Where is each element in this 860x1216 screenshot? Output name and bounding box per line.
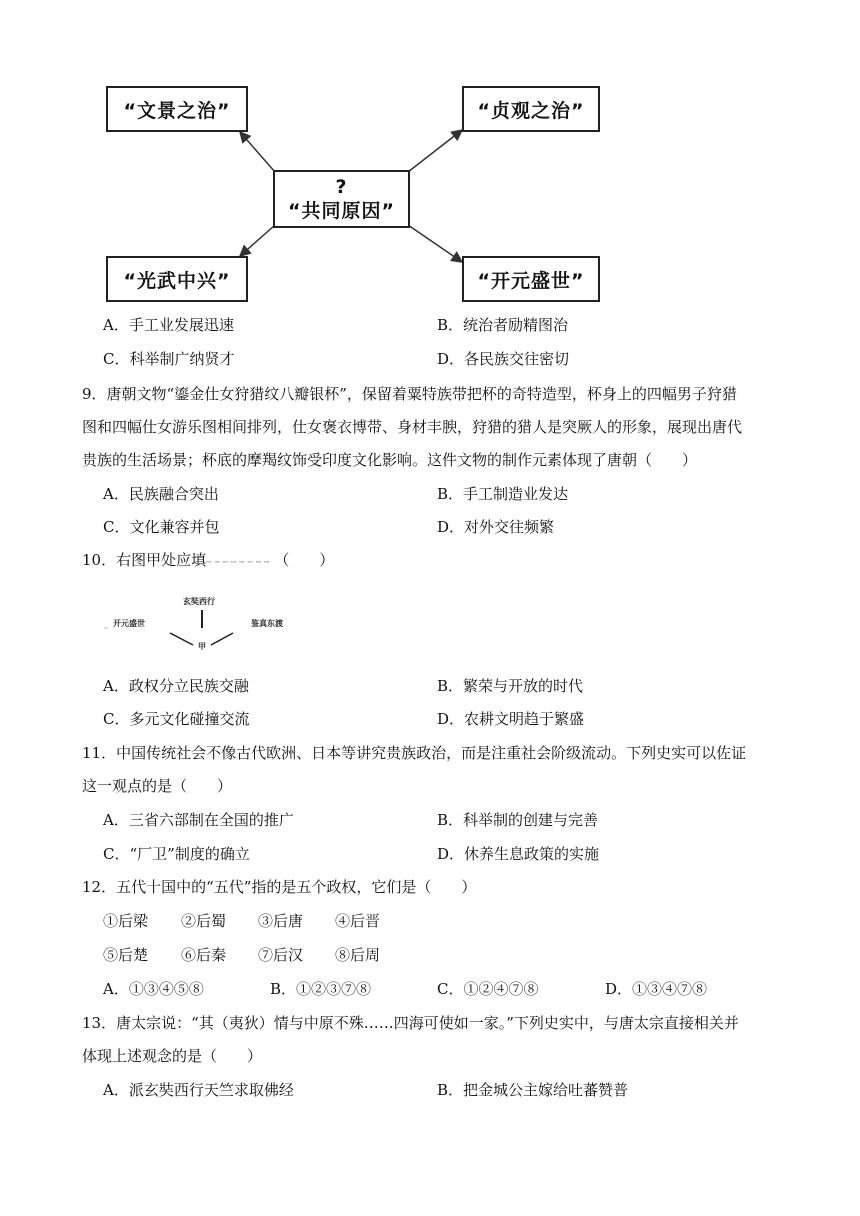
q12-option-d: D．①③④⑦⑧ bbox=[605, 980, 708, 998]
q9-option-c: C．文化兼容并包 bbox=[103, 518, 220, 536]
arrow-to-bottom-left bbox=[240, 225, 275, 256]
q11-option-a: A．三省六部制在全国的推广 bbox=[103, 811, 294, 829]
q12-option-b: B．①②③⑦⑧ bbox=[270, 980, 372, 998]
q12-item-6: ⑥后秦 bbox=[181, 946, 227, 964]
q8-option-a: A．手工业发展迅速 bbox=[103, 316, 234, 334]
q12-option-a: A．①③④⑤⑧ bbox=[103, 980, 204, 998]
q13-option-a: A．派玄奘西行天竺求取佛经 bbox=[103, 1081, 294, 1099]
q13-stem-line1: 13．唐太宗说：“其（夷狄）情与中原不殊……四海可使如一家。”下列史实中，与唐太宗直接相关并 bbox=[82, 1014, 739, 1032]
q9-option-b: B．手工制造业发达 bbox=[437, 485, 569, 503]
q9-option-d: D．对外交往频繁 bbox=[437, 518, 555, 536]
diagram-box-guangwu: “光武中兴” bbox=[106, 256, 248, 302]
q10-option-d: D．农耕文明趋于繁盛 bbox=[437, 710, 585, 728]
diagram-box-zhenguan: “贞观之治” bbox=[462, 86, 600, 132]
arrow-to-top-right bbox=[408, 130, 462, 172]
q10-option-b: B．繁荣与开放的时代 bbox=[437, 677, 584, 695]
q9-stem-line3: 贵族的生活场景；杯底的摩羯纹饰受印度文化影响。这件文物的制作元素体现了唐朝（ ） bbox=[82, 451, 698, 469]
q10-paren: （ ） bbox=[274, 551, 335, 569]
q11-stem-line2: 这一观点的是（ ） bbox=[82, 777, 233, 795]
diagram-center-box bbox=[273, 170, 410, 228]
q10-option-a: A．政权分立民族交融 bbox=[103, 677, 249, 695]
arrow-to-bottom-right bbox=[408, 225, 462, 262]
q11-option-b: B．科举制的创建与完善 bbox=[437, 811, 599, 829]
q13-stem-line2: 体现上述观念的是（ ） bbox=[82, 1047, 263, 1065]
q12-item-1: ①后梁 bbox=[103, 912, 149, 930]
q12-stem: 12．五代十国中的“五代”指的是五个政权，它们是（ ） bbox=[82, 878, 477, 896]
q9-option-a: A．民族融合突出 bbox=[103, 485, 219, 503]
q12-item-2: ②后蜀 bbox=[181, 912, 227, 930]
q8-option-c: C．科举制广纳贤才 bbox=[103, 350, 235, 368]
q10-stem-text: 10．右图甲处应填 bbox=[82, 551, 207, 569]
q10-diagram-center: 甲 bbox=[198, 642, 206, 651]
diagram-center-label: “共同原因” bbox=[288, 200, 395, 222]
q10-stem bbox=[82, 550, 334, 573]
q12-item-7: ⑦后汉 bbox=[258, 946, 304, 964]
q12-item-3: ③后唐 bbox=[258, 912, 304, 930]
q12-item-5: ⑤后楚 bbox=[103, 946, 149, 964]
q11-option-c: C．“厂卫”制度的确立 bbox=[103, 845, 250, 863]
q9-stem-line1: 9．唐朝文物“鎏金仕女狩猎纹八瓣银杯”，保留着粟特族带把杯的奇特造型，杯身上的四幅男子狩猎 bbox=[82, 385, 737, 403]
q12-option-c: C．①②④⑦⑧ bbox=[437, 980, 539, 998]
q12-item-8: ⑧后周 bbox=[335, 946, 381, 964]
diagram-question-mark: ? bbox=[335, 176, 348, 198]
q9-stem-line2: 图和四幅仕女游乐图相间排列，仕女褒衣博带、身材丰腴，狩猎的猎人是突厥人的形象，展现出唐代 bbox=[82, 418, 743, 436]
q13-option-b: B．把金城公主嫁给吐蕃赞普 bbox=[437, 1081, 629, 1099]
q10-dots: ┈ ┈ ┈ ┈ ┈ ┈ ┈ ┈ bbox=[206, 558, 270, 568]
q12-item-4: ④后晋 bbox=[335, 912, 381, 930]
q10-option-c: C．多元文化碰撞交流 bbox=[103, 710, 250, 728]
q11-option-d: D．休养生息政策的实施 bbox=[437, 845, 600, 863]
diagram-box-kaiyuan: “开元盛世” bbox=[462, 256, 600, 302]
q10-diagram-top: 玄奘西行 bbox=[183, 597, 215, 606]
arrow-to-top-left bbox=[240, 132, 275, 172]
diagram-box-wenjing: “文景之治” bbox=[106, 86, 248, 132]
q8-option-d: D．各民族交往密切 bbox=[437, 350, 570, 368]
q11-stem-line1: 11．中国传统社会不像古代欧洲、日本等讲究贵族政治，而是注重社会阶级流动。下列史实可以佐证 bbox=[82, 744, 747, 762]
q10-diagram-right: 鉴真东渡 bbox=[251, 619, 283, 628]
q8-option-b: B．统治者励精图治 bbox=[437, 316, 569, 334]
q10-diagram-left: 开元盛世 bbox=[113, 619, 145, 628]
